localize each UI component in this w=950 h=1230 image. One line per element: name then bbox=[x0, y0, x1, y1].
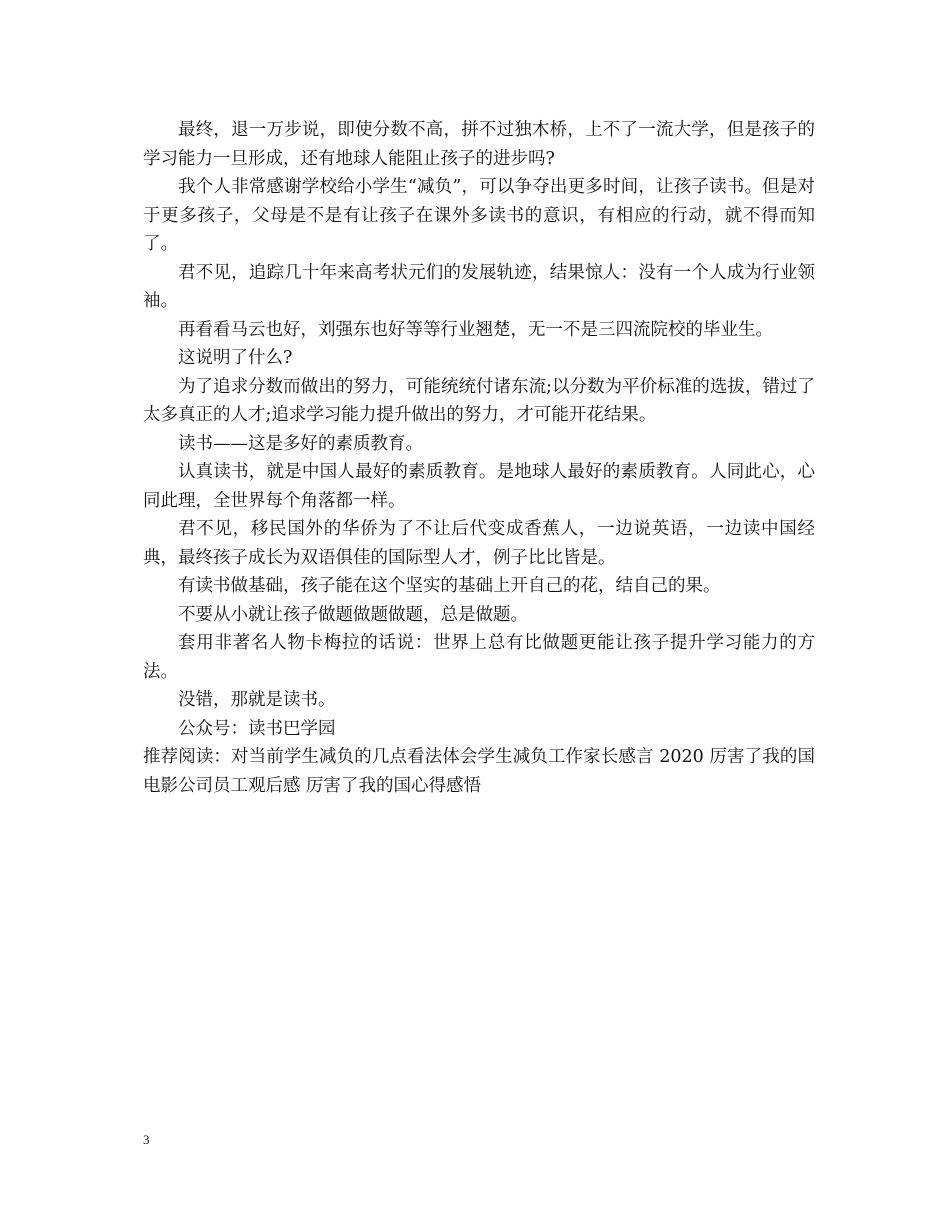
paragraph: 为了追求分数而做出的努力，可能统统付诸东流;以分数为平价标准的选拔，错过了太多真正的人才;追求学习能力提升做出的努力，才可能开花结果。 bbox=[143, 376, 815, 425]
paragraph: 最终，退一万步说，即使分数不高，拼不过独木桥，上不了一流大学，但是孩子的学习能力一旦形成，还有地球人能阻止孩子的进步吗? bbox=[143, 120, 815, 169]
page-number: 3 bbox=[143, 1132, 150, 1147]
paragraph: 认真读书，就是中国人最好的素质教育。是地球人最好的素质教育。人同此心，心同此理，全世界每个角落都一样。 bbox=[143, 462, 815, 511]
paragraph: 公众号：读书巴学园 bbox=[178, 718, 336, 739]
paragraph: 这说明了什么? bbox=[178, 348, 293, 368]
paragraph: 我个人非常感谢学校给小学生“减负”，可以争夺出更多时间，让孩子读书。但是对于更多孩子，父母是不是有让孩子在课外多读书的意识，有相应的行动，就不得而知了。 bbox=[143, 177, 815, 254]
paragraph: 没错，那就是读书。 bbox=[178, 690, 336, 710]
document-body bbox=[143, 116, 815, 800]
paragraph: 套用非著名人物卡梅拉的话说：世界上总有比做题更能让孩子提升学习能力的方法。 bbox=[143, 633, 815, 682]
recommended-reading: 推荐阅读：对当前学生减负的几点看法体会学生减负工作家长感言 2020 厉害了我的国电影公司员工观后感 厉害了我的国心得感悟 bbox=[143, 747, 815, 796]
paragraph: 君不见，追踪几十年来高考状元们的发展轨迹，结果惊人：没有一个人成为行业领袖。 bbox=[143, 262, 815, 311]
paragraph: 有读书做基础，孩子能在这个坚实的基础上开自己的花，结自己的果。 bbox=[178, 576, 721, 596]
paragraph: 不要从小就让孩子做题做题做题，总是做题。 bbox=[178, 604, 528, 625]
paragraph: 再看看马云也好，刘强东也好等等行业翘楚，无一不是三四流院校的毕业生。 bbox=[178, 319, 773, 340]
paragraph: 君不见，移民国外的华侨为了不让后代变成香蕉人，一边说英语，一边读中国经典，最终孩子成长为双语俱佳的国际型人才，例子比比皆是。 bbox=[143, 519, 815, 568]
paragraph: 读书——这是多好的素质教育。 bbox=[178, 433, 423, 454]
